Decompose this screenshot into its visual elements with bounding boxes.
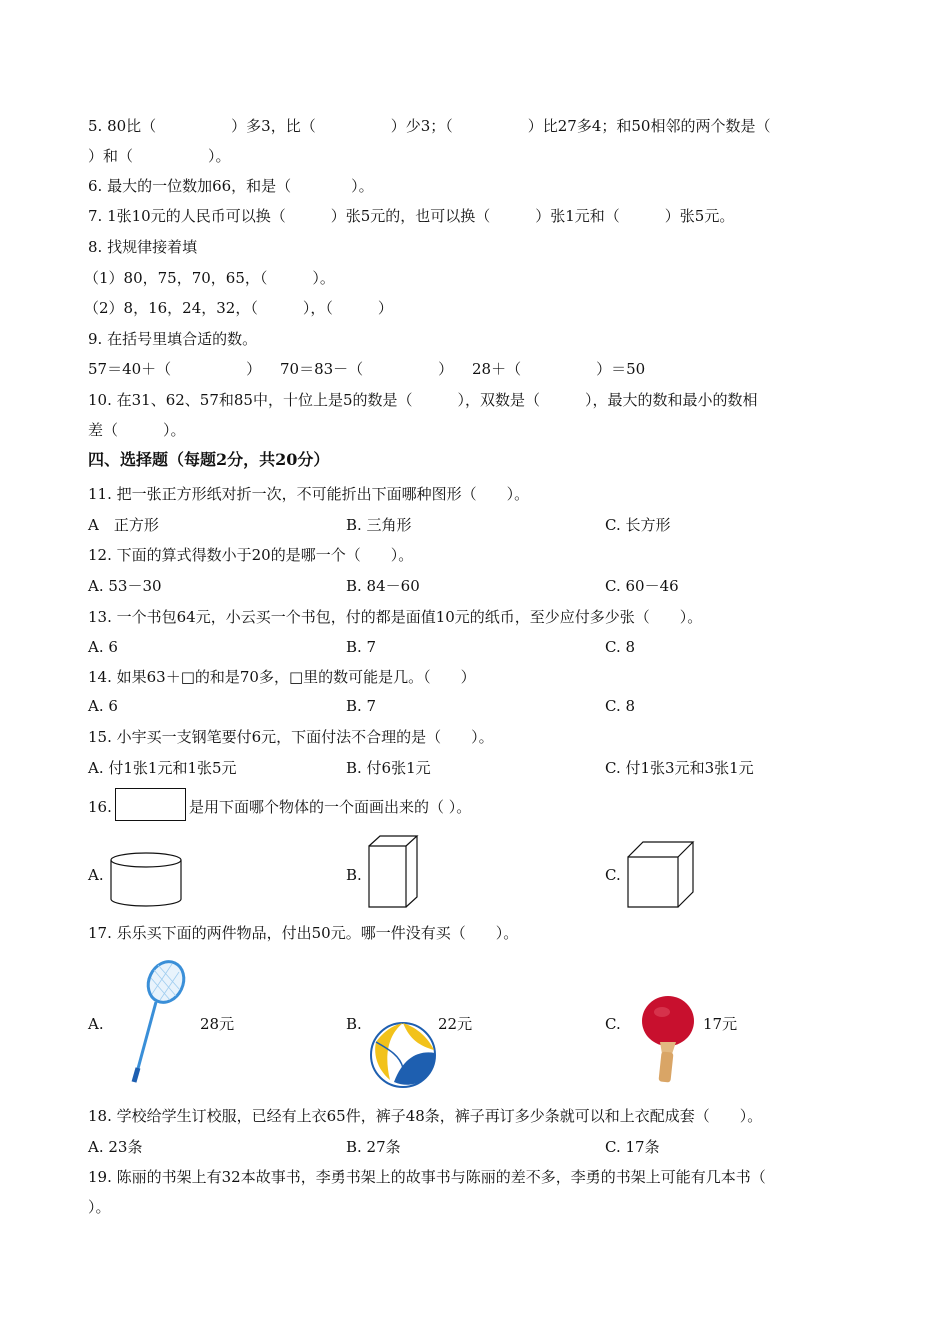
q8-title: 8. 找规律接着填 bbox=[88, 238, 198, 256]
q17-text: 17. 乐乐买下面的两件物品，付出50元。哪一件没有买（ ）。 bbox=[88, 924, 519, 942]
q14-option-c: C. 8 bbox=[605, 697, 636, 715]
q11-option-a: A 正方形 bbox=[88, 516, 159, 534]
q17-price-a: 28元 bbox=[200, 1015, 235, 1033]
q15-option-c: C. 付1张3元和3张1元 bbox=[605, 759, 754, 777]
q14-option-a: A. 6 bbox=[88, 697, 118, 715]
q11-option-b: B. 三角形 bbox=[346, 516, 412, 534]
q16-option-b: B. bbox=[346, 866, 362, 884]
q10-line2: 差（ ）。 bbox=[88, 421, 186, 439]
q16-option-a: A. bbox=[88, 866, 104, 884]
q17-price-c: 17元 bbox=[703, 1015, 738, 1033]
q19-line2: ）。 bbox=[88, 1198, 111, 1216]
q17-price-b: 22元 bbox=[438, 1015, 473, 1033]
q18-option-b: B. 27条 bbox=[346, 1138, 401, 1156]
q9-a: 57＝40＋（ ） bbox=[88, 360, 262, 378]
q7: 7. 1张10元的人民币可以换（ ）张5元的，也可以换（ ）张1元和（ ）张5元。 bbox=[88, 207, 735, 225]
q18-option-c: C. 17条 bbox=[605, 1138, 660, 1156]
q8-1: （1）80，75，70，65，（ ）。 bbox=[84, 269, 335, 287]
q9-c: 28＋（ ）＝50 bbox=[472, 360, 646, 378]
q12-option-c: C. 60－46 bbox=[605, 577, 679, 595]
q5-line2: ）和（ ）。 bbox=[88, 147, 231, 165]
q9-title: 9. 在括号里填合适的数。 bbox=[88, 330, 258, 348]
cuboid-icon bbox=[366, 834, 422, 910]
section-heading: 四、选择题（每题2分，共20分） bbox=[88, 450, 330, 469]
q14-option-b: B. 7 bbox=[346, 697, 377, 715]
q13-option-c: C. 8 bbox=[605, 638, 636, 656]
cube-icon bbox=[625, 840, 697, 910]
q13-text: 13. 一个书包64元，小云买一个书包，付的都是面值10元的纸币，至少应付多少张（ ）。 bbox=[88, 608, 703, 626]
q17-option-b: B. bbox=[346, 1015, 362, 1033]
q16-number: 16. bbox=[88, 798, 112, 816]
volleyball-icon bbox=[368, 1020, 438, 1090]
ping-pong-paddle-icon bbox=[638, 994, 700, 1086]
q11-text: 11. 把一张正方形纸对折一次，不可能折出下面哪种图形（ ）。 bbox=[88, 485, 530, 503]
q6: 6. 最大的一位数加66，和是（ ）。 bbox=[88, 177, 374, 195]
badminton-racket-icon bbox=[124, 958, 188, 1086]
q12-text: 12. 下面的算式得数小于20的是哪一个（ ）。 bbox=[88, 546, 414, 564]
q12-option-b: B. 84－60 bbox=[346, 577, 420, 595]
q10-line1: 10. 在31、62、57和85中，十位上是5的数是（ ），双数是（ ），最大的数和最小的数相 bbox=[88, 391, 758, 409]
q15-text: 15. 小宇买一支钢笔要付6元，下面付法不合理的是（ ）。 bbox=[88, 728, 494, 746]
q17-option-a: A. bbox=[88, 1015, 104, 1033]
rectangle-figure bbox=[115, 788, 186, 821]
q19-line1: 19. 陈丽的书架上有32本故事书，李勇书架上的故事书与陈丽的差不多，李勇的书架上可能有几本书（ bbox=[88, 1168, 766, 1186]
q8-2: （2）8，16，24，32，（ ），（ ） bbox=[84, 299, 393, 317]
q17-option-c: C. bbox=[605, 1015, 621, 1033]
q12-option-a: A. 53－30 bbox=[88, 577, 162, 595]
q18-option-a: A. 23条 bbox=[88, 1138, 143, 1156]
q13-option-b: B. 7 bbox=[346, 638, 377, 656]
q14-text: 14. 如果63＋□的和是70多，□里的数可能是几。（ ） bbox=[88, 668, 476, 686]
q15-option-a: A. 付1张1元和1张5元 bbox=[88, 759, 237, 777]
q18-text: 18. 学校给学生订校服，已经有上衣65件，裤子48条，裤子再订多少条就可以和上衣配成套（ ）。 bbox=[88, 1107, 763, 1125]
q16-option-c: C. bbox=[605, 866, 621, 884]
cylinder-icon bbox=[108, 850, 184, 910]
q15-option-b: B. 付6张1元 bbox=[346, 759, 431, 777]
q16-text: 是用下面哪个物体的一个面画出来的（ ）。 bbox=[189, 798, 472, 816]
q13-option-a: A. 6 bbox=[88, 638, 118, 656]
q9-b: 70＝83－（ ） bbox=[280, 360, 454, 378]
q11-option-c: C. 长方形 bbox=[605, 516, 671, 534]
q5-line1: 5. 80比（ ）多3，比（ ）少3；（ ）比27多4；和50相邻的两个数是（ bbox=[88, 117, 771, 135]
